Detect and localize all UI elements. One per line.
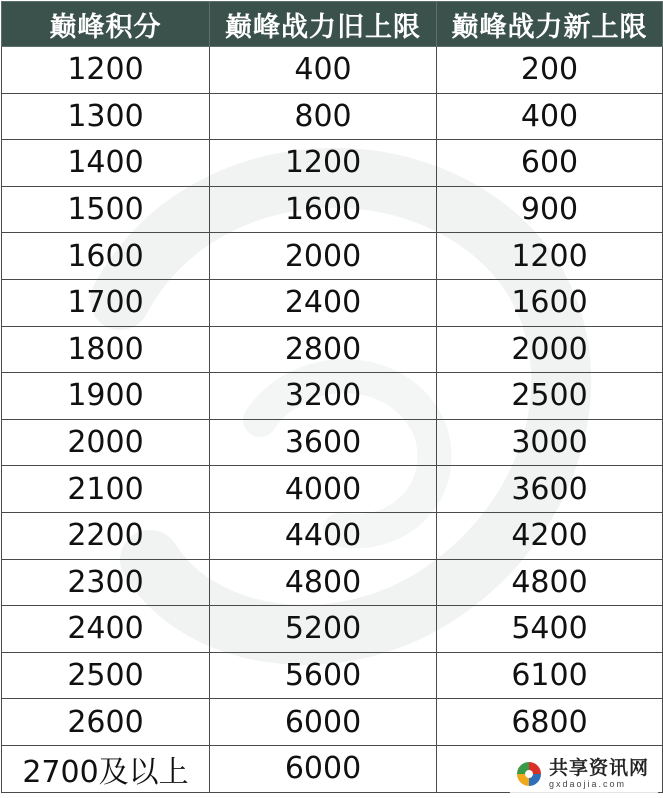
- table-body: [2, 47, 663, 793]
- cell-old-cap: 1200: [210, 140, 437, 187]
- cell-old-cap: 400: [210, 47, 437, 94]
- watermark-site-url: gxdaojia.com: [549, 779, 627, 789]
- cell-old-cap: 3600: [210, 419, 437, 466]
- table-row: [2, 140, 663, 187]
- header-peak-score: 巅峰积分: [2, 2, 210, 47]
- cell-peak-score: 1300: [2, 93, 210, 140]
- table-header-row: [2, 2, 663, 47]
- cell-new-cap: 2000: [437, 326, 663, 373]
- cell-peak-score: 1400: [2, 140, 210, 187]
- cell-peak-score: 1200: [2, 47, 210, 94]
- cell-new-cap: 1200: [437, 233, 663, 280]
- cell-peak-score: 1900: [2, 373, 210, 420]
- header-old-cap: 巅峰战力旧上限: [210, 2, 437, 47]
- cell-new-cap: 4200: [437, 512, 663, 559]
- cell-peak-score: 2000: [2, 419, 210, 466]
- watermark-site-name: 共享资讯网: [549, 757, 650, 779]
- cell-new-cap: 5400: [437, 606, 663, 653]
- table-row: [2, 652, 663, 699]
- cell-new-cap: 400: [437, 93, 663, 140]
- cell-peak-score: 1800: [2, 326, 210, 373]
- cell-old-cap: 5600: [210, 652, 437, 699]
- score-cap-table: [1, 1, 663, 793]
- cell-new-cap: 200: [437, 47, 663, 94]
- cell-peak-score: 1500: [2, 186, 210, 233]
- cell-peak-score: 2500: [2, 652, 210, 699]
- table-row: [2, 699, 663, 746]
- cell-peak-score: 2600: [2, 699, 210, 746]
- swirl-logo-icon: [513, 758, 545, 790]
- cell-old-cap: 4400: [210, 512, 437, 559]
- table-row: [2, 373, 663, 420]
- cell-peak-score: 2300: [2, 559, 210, 606]
- watermark-badge: [509, 754, 659, 794]
- table-row: [2, 47, 663, 94]
- cell-old-cap: 4000: [210, 466, 437, 513]
- table-row: [2, 466, 663, 513]
- table-row: [2, 93, 663, 140]
- table-row: [2, 559, 663, 606]
- table-row: [2, 419, 663, 466]
- cell-old-cap: 800: [210, 93, 437, 140]
- cell-old-cap: 1600: [210, 186, 437, 233]
- cell-old-cap: 5200: [210, 606, 437, 653]
- cell-old-cap: 3200: [210, 373, 437, 420]
- table-row: [2, 606, 663, 653]
- cell-peak-score: 2400: [2, 606, 210, 653]
- cell-old-cap: 2800: [210, 326, 437, 373]
- cell-new-cap: 4800: [437, 559, 663, 606]
- cell-new-cap: 3000: [437, 419, 663, 466]
- table-row: [2, 512, 663, 559]
- cell-peak-score: 1700: [2, 279, 210, 326]
- cell-new-cap: 6100: [437, 652, 663, 699]
- cell-old-cap: 6000: [210, 745, 437, 792]
- cell-new-cap: 2500: [437, 373, 663, 420]
- cell-new-cap: 3600: [437, 466, 663, 513]
- header-new-cap: 巅峰战力新上限: [437, 2, 663, 47]
- table-row: [2, 233, 663, 280]
- cell-peak-score: 2100: [2, 466, 210, 513]
- table-row: [2, 186, 663, 233]
- cell-new-cap: 6800: [437, 699, 663, 746]
- cell-new-cap: 600: [437, 140, 663, 187]
- table-row: [2, 326, 663, 373]
- table-row: [2, 279, 663, 326]
- cell-old-cap: 2000: [210, 233, 437, 280]
- cell-new-cap: 900: [437, 186, 663, 233]
- cell-peak-score: 2700及以上: [2, 745, 210, 792]
- cell-old-cap: 4800: [210, 559, 437, 606]
- cell-peak-score: 2200: [2, 512, 210, 559]
- cell-old-cap: 2400: [210, 279, 437, 326]
- cell-old-cap: 6000: [210, 699, 437, 746]
- cell-peak-score: 1600: [2, 233, 210, 280]
- cell-new-cap: 1600: [437, 279, 663, 326]
